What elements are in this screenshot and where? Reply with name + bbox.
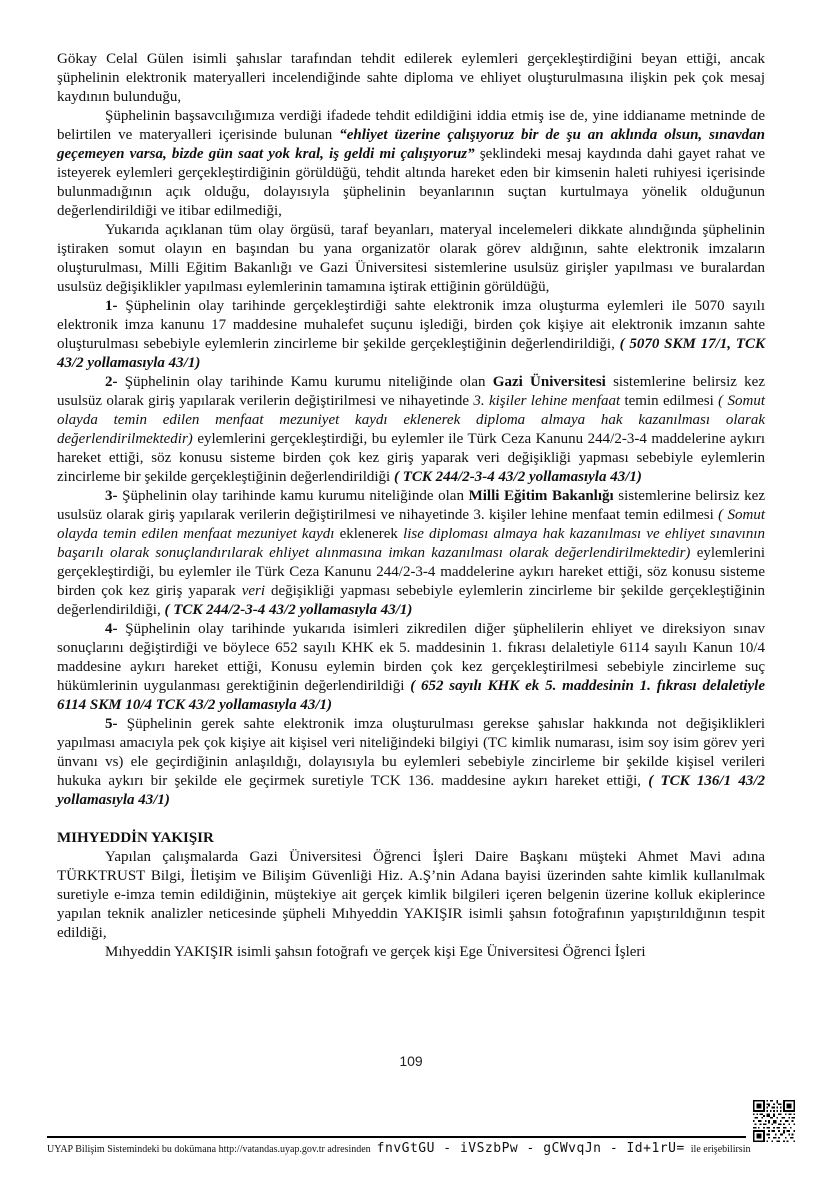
paragraph: 1- Şüphelinin olay tarihinde gerçekleştirdiği sahte elektronik imza oluşturma eylemleri ile 5070 sayılı elektronik imza kanunu 17 maddesine muhalefet suçunu işlediği, birden çok kişiye ait elektronik imzanın sahte oluşturulması sebebiyle eylemlerin zincirleme bir şekilde gerçekleştiğinin değerlendirildiği, ( 5070 SKM 17/1, TCK 43/2 yollamasıyla 43/1): [57, 298, 765, 371]
paragraph: 5- Şüphelinin gerek sahte elektronik imza oluşturulması gerekse şahıslar hakkında not değişiklikleri yapılması amacıyla pek çok kişiye ait kişisel veri niteliğindeki bilgiyi (TC kimlik numarası, isim soy isim görev yeri ünvanı vs) ele geçirdiğinin anlaşıldığı, dolayısıyla bu eylemleri sebebiyle zincirleme bir şekilde kişisel verileri hukuka aykırı bir şekilde ele geçirmek suretiyle TCK 136. maddesine aykırı hareket ettiği, ( TCK 136/1 43/2 yollamasıyla 43/1): [57, 716, 765, 808]
document-body: [57, 50, 765, 962]
page-number: 109: [399, 1053, 423, 1069]
section-heading: MIHYEDDİN YAKIŞIR: [57, 830, 214, 846]
footer: [47, 1141, 751, 1156]
paragraph: Yukarıda açıklanan tüm olay örgüsü, taraf beyanları, materyal incelemeleri dikkate alındığında şüphelinin iştiraken somut olayın en başından bu yana organizatör olarak görev aldığının, sahte elektronik imzaların oluşturulması, Milli Eğitim Bakanlığı ve Gazi Üniversitesi sistemlerine usulsüz girişler yapılması ve buralardan usulsüz değişiklikler yapılması eylemlerinin tamamına iştirak ettiğinin görüldüğü,: [57, 222, 765, 295]
paragraph: Gökay Celal Gülen isimli şahıslar tarafından tehdit edilerek eylemleri gerçekleştirdiğini beyan ettiği, ancak şüphelinin elektronik materyalleri incelendiğinde sahte diploma ve ehliyet oluşturulmasına ilişkin pek çok mesaj kaydının bulunduğu,: [57, 51, 765, 105]
footer-access-text: UYAP Bilişim Sistemindeki bu dokümana http://vatandas.uyap.gov.tr adresinden: [47, 1144, 371, 1155]
paragraph: 2- Şüphelinin olay tarihinde Kamu kurumu niteliğinde olan Gazi Üniversitesi sistemlerine belirsiz kez usulsüz olarak giriş yapılarak verilerin değiştirilmesi ve nihayetinde 3. kişiler lehine menfaat temin edilmesi ( Somut olayda temin edilen menfaat mezuniyet kaydı eklenerek diploma almaya hak kazanılması olarak değerlendirilmektedir) eylemlerini gerçekleştirdiği, bu eylemler ile Türk Ceza Kanunu 244/2-3-4 maddelerine aykırı hareket ettiği, söz konusu sisteme birden çok kez giriş yaparak veri değişikliği yapması sebebiyle eylemlerin zincirleme bir şekilde gerçekleştiğinin değerlendirildiği ( TCK 244/2-3-4 43/2 yollamasıyla 43/1): [57, 374, 765, 485]
paragraph: 4- Şüphelinin olay tarihinde yukarıda isimleri zikredilen diğer şüphelilerin ehliyet ve direksiyon sınav sonuçlarını değiştirdiği ve böylece 652 sayılı KHK ek 5. maddesinin 1. fıkrası delaletiyle 6114 sayılı Kanun 10/4 maddesine aykırı hareket ettiği, Konusu eylemin birden çok kez gerçekleştirilmesi sebebiyle zincirleme suç hükümlerinin uygulanması gerektiğinin değerlendirildiği ( 652 sayılı KHK ek 5. maddesinin 1. fıkrası delaletiyle 6114 SKM 10/4 TCK 43/2 yollamasıyla 43/1): [57, 621, 765, 713]
footer-divider: [47, 1136, 746, 1138]
qr-code: [753, 1100, 795, 1142]
paragraph: 3- Şüphelinin olay tarihinde kamu kurumu niteliğinde olan Milli Eğitim Bakanlığı sistemlerine belirsiz kez usulsüz olarak giriş yapılarak verilerin değiştirilmesi ve nihayetinde 3. kişiler lehine menfaat temin edilmesi ( Somut olayda temin edilen menfaat mezuniyet kaydı eklenerek lise diploması almaya hak kazanılması ve ehliyet sınavının başarılı olarak sonuçlandırılarak ehliyet alınmasına imkan kazanılması olarak değerlendirilmektedir) eylemlerini gerçekleştirdiği, bu eylemler ile Türk Ceza Kanunu 244/2-3-4 maddelerine aykırı hareket ettiği, söz konusu sisteme birden çok kez giriş yaparak veri değişikliği yapması sebebiyle eylemlerin zincirleme bir şekilde gerçekleştiğinin değerlendirildiği, ( TCK 244/2-3-4 43/2 yollamasıyla 43/1): [57, 488, 766, 618]
paragraph: Yapılan çalışmalarda Gazi Üniversitesi Öğrenci İşleri Daire Başkanı müşteki Ahmet Mavi adına TÜRKTRUST Bilgi, İletişim ve Bilişim Güvenliği Hiz. A.Ş’nin Adana bayisi üzerinden sahte kimlik kullanılmak suretiyle e-imza temin edildiğinin, müştekiye ait gerçek kimlik bilgileri içeren belgenin üzerine kolluk ekiplerince yapılan teknik analizler neticesinde şüpheli Mıhyeddin YAKIŞIR isimli şahsın fotoğrafının yapıştırıldığının tespit edildiği,: [57, 849, 765, 941]
footer-access-suffix: ile erişebilirsin: [690, 1144, 751, 1155]
footer-access-code: fnvGtGU - iVSzbPw - gCWvqJn - Id+1rU=: [376, 1141, 685, 1156]
paragraph: Mıhyeddin YAKIŞIR isimli şahsın fotoğrafı ve gerçek kişi Ege Üniversitesi Öğrenci İşleri: [105, 944, 646, 960]
paragraph: Şüphelinin başsavcılığımıza verdiği ifadede tehdit edildiğini iddia etmiş ise de, yine iddianame metninde de belirtilen ve materyalleri içerisinde bulunan “ehliyet üzerine çalışıyoruz bir de şu an aklında olsun, sınavdan geçemeyen varsa, bizde gün saat yok kral, iş geldi mi çalışıyoruz” şeklindeki mesaj kaydında dahi gayet rahat ve isteyerek eylemleri gerçekleştirdiğinin görüldüğü, tehdit altında hareket eden bir kimsenin haleti ruhiyesi içerisinde bulunmadığının açık olduğu, dolayısıyla şüphelinin beyanlarının suçtan kurtulmaya yönelik olduğunun değerlendirildiği ve itibar edilmediği,: [57, 108, 765, 219]
